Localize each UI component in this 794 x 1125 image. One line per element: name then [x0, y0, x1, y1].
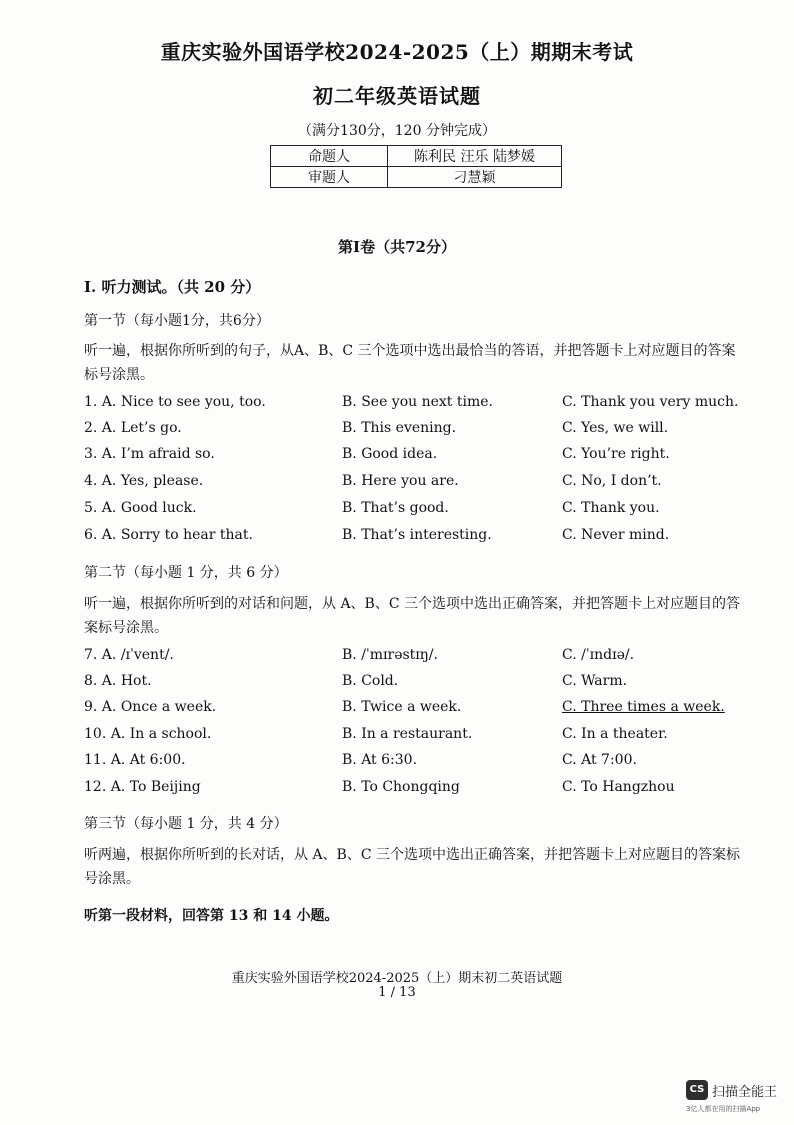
option-a: 4. A. Yes, please.	[84, 473, 204, 489]
option-b: B. See you next time.	[342, 394, 493, 410]
question-row	[84, 673, 764, 697]
option-b: B. To Chongqing	[342, 779, 460, 795]
option-a: 12. A. To Beijing	[84, 779, 201, 795]
option-c: C. Warm.	[562, 673, 628, 689]
section3-instruction: 听两遍，根据你所听到的长对话，从 A、B、C 三个选项中选出正确答案，并把答题卡上对应题目的答案标号涂黑。	[84, 847, 741, 887]
section1-instruction: 听一遍，根据你所听到的句子，从A、B、C 三个选项中选出最恰当的答语，并把答题卡上对应题目的答案标号涂黑。	[84, 343, 736, 383]
question-row	[84, 446, 764, 470]
section2-instruction: 听一遍，根据你所听到的对话和问题，从 A、B、C 三个选项中选出正确答案，并把答题卡上对应题目的答案标号涂黑。	[84, 596, 741, 636]
option-b: B. This evening.	[342, 420, 457, 436]
footer-title: 重庆实验外国语学校2024-2025（上）期末初二英语试题	[231, 971, 563, 986]
section3-heading: 第三节（每小题 1 分，共 4 分）	[84, 816, 288, 832]
option-c: C. Thank you very much.	[562, 394, 739, 410]
role-names: 陈利民 汪乐 陆梦媛	[388, 146, 562, 167]
option-c: C. To Hangzhou	[562, 779, 675, 795]
option-b: B. Cold.	[342, 673, 399, 689]
section2-heading: 第二节（每小题 1 分，共 6 分）	[84, 565, 288, 581]
question-row	[84, 420, 764, 444]
option-a: 3. A. I’m afraid so.	[84, 446, 215, 462]
option-c: C. In a theater.	[562, 726, 668, 742]
option-a: 8. A. Hot.	[84, 673, 152, 689]
question-row	[84, 394, 764, 418]
question-row	[84, 500, 764, 524]
section1-heading: 第一节（每小题1分，共6分）	[84, 313, 270, 329]
question-row	[84, 752, 764, 776]
role-label: 命题人	[271, 146, 388, 167]
score-note: （满分130分，120 分钟完成）	[298, 123, 496, 139]
option-a: 2. A. Let’s go.	[84, 420, 182, 436]
option-b: B. Good idea.	[342, 446, 438, 462]
watermark-tagline: 3亿人都在用的扫描App	[686, 1105, 761, 1113]
camscanner-logo-icon: CS	[686, 1080, 708, 1100]
option-b: B. Here you are.	[342, 473, 459, 489]
authors-row-reviewer	[271, 167, 562, 188]
option-b: B. At 6:30.	[342, 752, 418, 768]
option-b: B. That’s good.	[342, 500, 449, 516]
option-b: B. In a restaurant.	[342, 726, 473, 742]
option-b: B. That’s interesting.	[342, 527, 492, 543]
question-row	[84, 699, 764, 723]
option-c: C. You’re right.	[562, 446, 670, 462]
option-a: 5. A. Good luck.	[84, 500, 197, 516]
option-a: 7. A. /ɪˈvent/.	[84, 647, 174, 663]
question-row	[84, 779, 764, 803]
question-row	[84, 473, 764, 497]
role-names: 刁慧颖	[388, 167, 562, 188]
option-c: C. Never mind.	[562, 527, 670, 543]
section3-note: 听第一段材料，回答第 13 和 14 小题。	[84, 908, 339, 924]
page-number: 1 / 13	[378, 985, 416, 1000]
authors-table	[270, 145, 562, 188]
scanner-watermark	[686, 1080, 786, 1116]
option-c: C. Thank you.	[562, 500, 660, 516]
option-c: C. /ˈɪndɪə/.	[562, 647, 635, 663]
option-a: 11. A. At 6:00.	[84, 752, 186, 768]
option-a: 10. A. In a school.	[84, 726, 212, 742]
role-label: 审题人	[271, 167, 388, 188]
option-c: C. Yes, we will.	[562, 420, 669, 436]
question-row	[84, 647, 764, 671]
volume-title: 第Ⅰ卷（共72分）	[338, 238, 456, 256]
part-heading: I. 听力测试。（共 20 分）	[84, 278, 261, 296]
exam-subtitle: 初二年级英语试题	[313, 84, 481, 108]
option-c: C. No, I don’t.	[562, 473, 662, 489]
authors-row-setter	[271, 146, 562, 167]
option-b: B. Twice a week.	[342, 699, 462, 715]
option-a: 6. A. Sorry to hear that.	[84, 527, 253, 543]
watermark-name: 扫描全能王	[712, 1085, 778, 1100]
option-b: B. /ˈmɪrəstɪŋ/.	[342, 647, 438, 663]
exam-title: 重庆实验外国语学校2024-2025（上）期期末考试	[160, 40, 634, 64]
question-row	[84, 726, 764, 750]
option-a: 9. A. Once a week.	[84, 699, 217, 715]
question-row	[84, 527, 764, 551]
option-c: C. Three times a week.	[562, 699, 725, 715]
option-c: C. At 7:00.	[562, 752, 637, 768]
option-a: 1. A. Nice to see you, too.	[84, 394, 266, 410]
